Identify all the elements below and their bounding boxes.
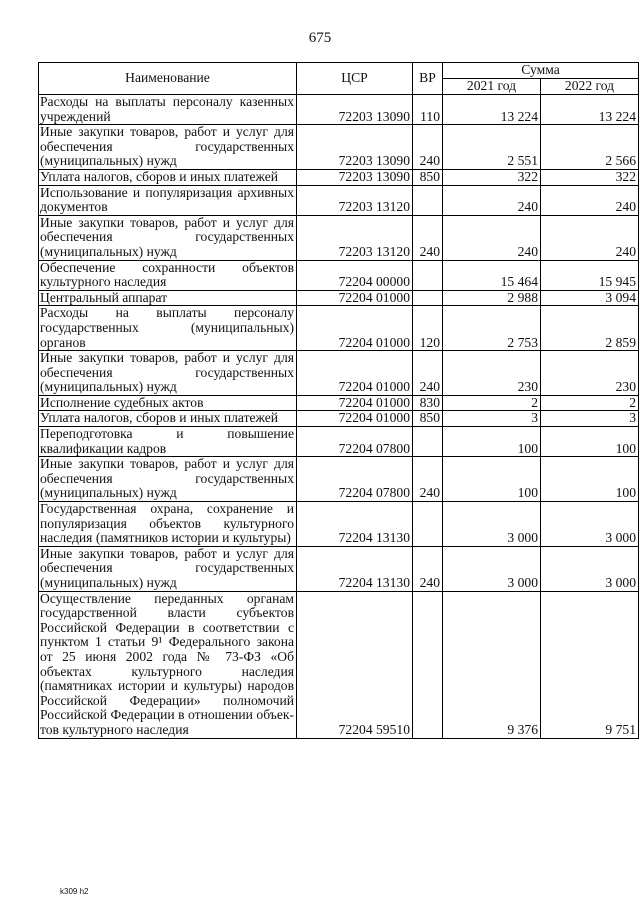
row-vr-cell: 850 bbox=[413, 411, 443, 427]
row-2022-amount-cell: 13 224 bbox=[541, 95, 639, 125]
row-2021-amount-cell: 2 988 bbox=[443, 290, 541, 306]
row-name-cell: Расходы на выплаты персоналу казенных учреждений bbox=[39, 95, 297, 125]
row-vr-cell: 240 bbox=[413, 215, 443, 260]
row-2022-amount-cell: 2 859 bbox=[541, 306, 639, 351]
row-vr-cell: 830 bbox=[413, 395, 443, 411]
page-number: 675 bbox=[308, 30, 332, 46]
header-year-2022: 2022 год bbox=[541, 79, 639, 95]
table-row bbox=[39, 125, 639, 170]
table-row bbox=[39, 290, 639, 306]
row-csr-cell: 72203 13120 bbox=[297, 185, 413, 215]
row-vr-cell: 850 bbox=[413, 169, 443, 185]
row-2022-amount-cell: 3 000 bbox=[541, 502, 639, 547]
row-name-cell: Осуществление переданных органам государственной власти субъектов Российской Федерации в соответствии с пунктом 1 статьи 9¹ Федерального закона от 25 июня 2002 года № 73-ФЗ «Об объектах культурного наследия (памятниках истории и культуры) народов Российской Федерации» полномочий Российской Федерации в отношении объектов культурного наследия bbox=[39, 591, 297, 738]
table-row bbox=[39, 395, 639, 411]
row-2021-amount-cell: 13 224 bbox=[443, 95, 541, 125]
table-row bbox=[39, 169, 639, 185]
row-2021-amount-cell: 3 000 bbox=[443, 546, 541, 591]
row-vr-cell bbox=[413, 591, 443, 738]
row-name-cell: Иные закупки товаров, работ и услуг для обеспечения государственных (муниципальных) нужд bbox=[39, 457, 297, 502]
row-2022-amount-cell: 3 094 bbox=[541, 290, 639, 306]
row-csr-cell: 72204 01000 bbox=[297, 351, 413, 396]
row-2022-amount-cell: 100 bbox=[541, 427, 639, 457]
row-vr-cell: 240 bbox=[413, 125, 443, 170]
table-row bbox=[39, 260, 639, 290]
row-name-cell: Центральный аппарат bbox=[39, 290, 297, 306]
row-name-cell: Уплата налогов, сборов и иных платежей bbox=[39, 169, 297, 185]
row-csr-cell: 72204 07800 bbox=[297, 427, 413, 457]
row-csr-cell: 72204 13130 bbox=[297, 502, 413, 547]
row-csr-cell: 72204 01000 bbox=[297, 290, 413, 306]
row-2021-amount-cell: 9 376 bbox=[443, 591, 541, 738]
row-2021-amount-cell: 322 bbox=[443, 169, 541, 185]
table-row bbox=[39, 457, 639, 502]
header-csr: ЦСР bbox=[297, 63, 413, 95]
table-row bbox=[39, 546, 639, 591]
row-csr-cell: 72203 13090 bbox=[297, 169, 413, 185]
row-csr-cell: 72204 01000 bbox=[297, 306, 413, 351]
row-2022-amount-cell: 322 bbox=[541, 169, 639, 185]
row-name-cell: Иные закупки товаров, работ и услуг для обеспечения государственных (муниципальных) нужд bbox=[39, 351, 297, 396]
row-vr-cell: 240 bbox=[413, 351, 443, 396]
row-2021-amount-cell: 240 bbox=[443, 185, 541, 215]
row-2021-amount-cell: 2 753 bbox=[443, 306, 541, 351]
table-row bbox=[39, 427, 639, 457]
row-2022-amount-cell: 230 bbox=[541, 351, 639, 396]
row-2021-amount-cell: 3 000 bbox=[443, 502, 541, 547]
row-csr-cell: 72203 13090 bbox=[297, 125, 413, 170]
row-name-cell: Государственная охрана, сохранение и популяризация объектов культурного наследия (памятников истории и культуры) bbox=[39, 502, 297, 547]
row-csr-cell: 72203 13090 bbox=[297, 95, 413, 125]
header-year-2021: 2021 год bbox=[443, 79, 541, 95]
row-vr-cell bbox=[413, 260, 443, 290]
row-csr-cell: 72203 13120 bbox=[297, 215, 413, 260]
row-2021-amount-cell: 100 bbox=[443, 457, 541, 502]
row-2022-amount-cell: 3 000 bbox=[541, 546, 639, 591]
row-name-cell: Расходы на выплаты персоналу государственных (муниципальных) органов bbox=[39, 306, 297, 351]
row-vr-cell bbox=[413, 427, 443, 457]
row-csr-cell: 72204 59510 bbox=[297, 591, 413, 738]
row-vr-cell: 120 bbox=[413, 306, 443, 351]
row-2022-amount-cell: 2 bbox=[541, 395, 639, 411]
row-name-cell: Иные закупки товаров, работ и услуг для обеспечения государственных (муниципальных) нужд bbox=[39, 125, 297, 170]
row-2021-amount-cell: 240 bbox=[443, 215, 541, 260]
header-sum: Сумма bbox=[443, 63, 639, 79]
row-csr-cell: 72204 01000 bbox=[297, 395, 413, 411]
row-2022-amount-cell: 240 bbox=[541, 215, 639, 260]
budget-table bbox=[38, 62, 639, 739]
row-name-cell: Использование и популяризация архивных документов bbox=[39, 185, 297, 215]
table-body bbox=[39, 95, 639, 739]
table-row bbox=[39, 185, 639, 215]
row-vr-cell: 240 bbox=[413, 546, 443, 591]
table-row bbox=[39, 306, 639, 351]
row-2022-amount-cell: 100 bbox=[541, 457, 639, 502]
row-vr-cell bbox=[413, 290, 443, 306]
table-row bbox=[39, 591, 639, 738]
row-2022-amount-cell: 2 566 bbox=[541, 125, 639, 170]
row-csr-cell: 72204 00000 bbox=[297, 260, 413, 290]
table-row bbox=[39, 351, 639, 396]
row-2021-amount-cell: 3 bbox=[443, 411, 541, 427]
row-name-cell: Обеспечение сохранности объектов культурного наследия bbox=[39, 260, 297, 290]
table-row bbox=[39, 502, 639, 547]
row-name-cell: Переподготовка и повышение квалификации кадров bbox=[39, 427, 297, 457]
row-csr-cell: 72204 13130 bbox=[297, 546, 413, 591]
table-row bbox=[39, 95, 639, 125]
row-name-cell: Исполнение судебных актов bbox=[39, 395, 297, 411]
header-name: Наименование bbox=[39, 63, 297, 95]
row-2022-amount-cell: 3 bbox=[541, 411, 639, 427]
row-vr-cell bbox=[413, 185, 443, 215]
row-vr-cell bbox=[413, 502, 443, 547]
row-2021-amount-cell: 2 bbox=[443, 395, 541, 411]
header-vr: ВР bbox=[413, 63, 443, 95]
row-name-cell: Иные закупки товаров, работ и услуг для обеспечения государственных (муниципальных) нужд bbox=[39, 546, 297, 591]
row-2022-amount-cell: 15 945 bbox=[541, 260, 639, 290]
row-name-cell: Иные закупки товаров, работ и услуг для обеспечения государственных (муниципальных) нужд bbox=[39, 215, 297, 260]
row-2021-amount-cell: 2 551 bbox=[443, 125, 541, 170]
row-2021-amount-cell: 100 bbox=[443, 427, 541, 457]
row-2021-amount-cell: 15 464 bbox=[443, 260, 541, 290]
table-row bbox=[39, 215, 639, 260]
row-vr-cell: 110 bbox=[413, 95, 443, 125]
row-csr-cell: 72204 01000 bbox=[297, 411, 413, 427]
row-2021-amount-cell: 230 bbox=[443, 351, 541, 396]
row-2022-amount-cell: 9 751 bbox=[541, 591, 639, 738]
row-csr-cell: 72204 07800 bbox=[297, 457, 413, 502]
row-name-cell: Уплата налогов, сборов и иных платежей bbox=[39, 411, 297, 427]
table-row bbox=[39, 411, 639, 427]
row-vr-cell: 240 bbox=[413, 457, 443, 502]
row-2022-amount-cell: 240 bbox=[541, 185, 639, 215]
footer-code: k309 h2 bbox=[60, 887, 89, 896]
